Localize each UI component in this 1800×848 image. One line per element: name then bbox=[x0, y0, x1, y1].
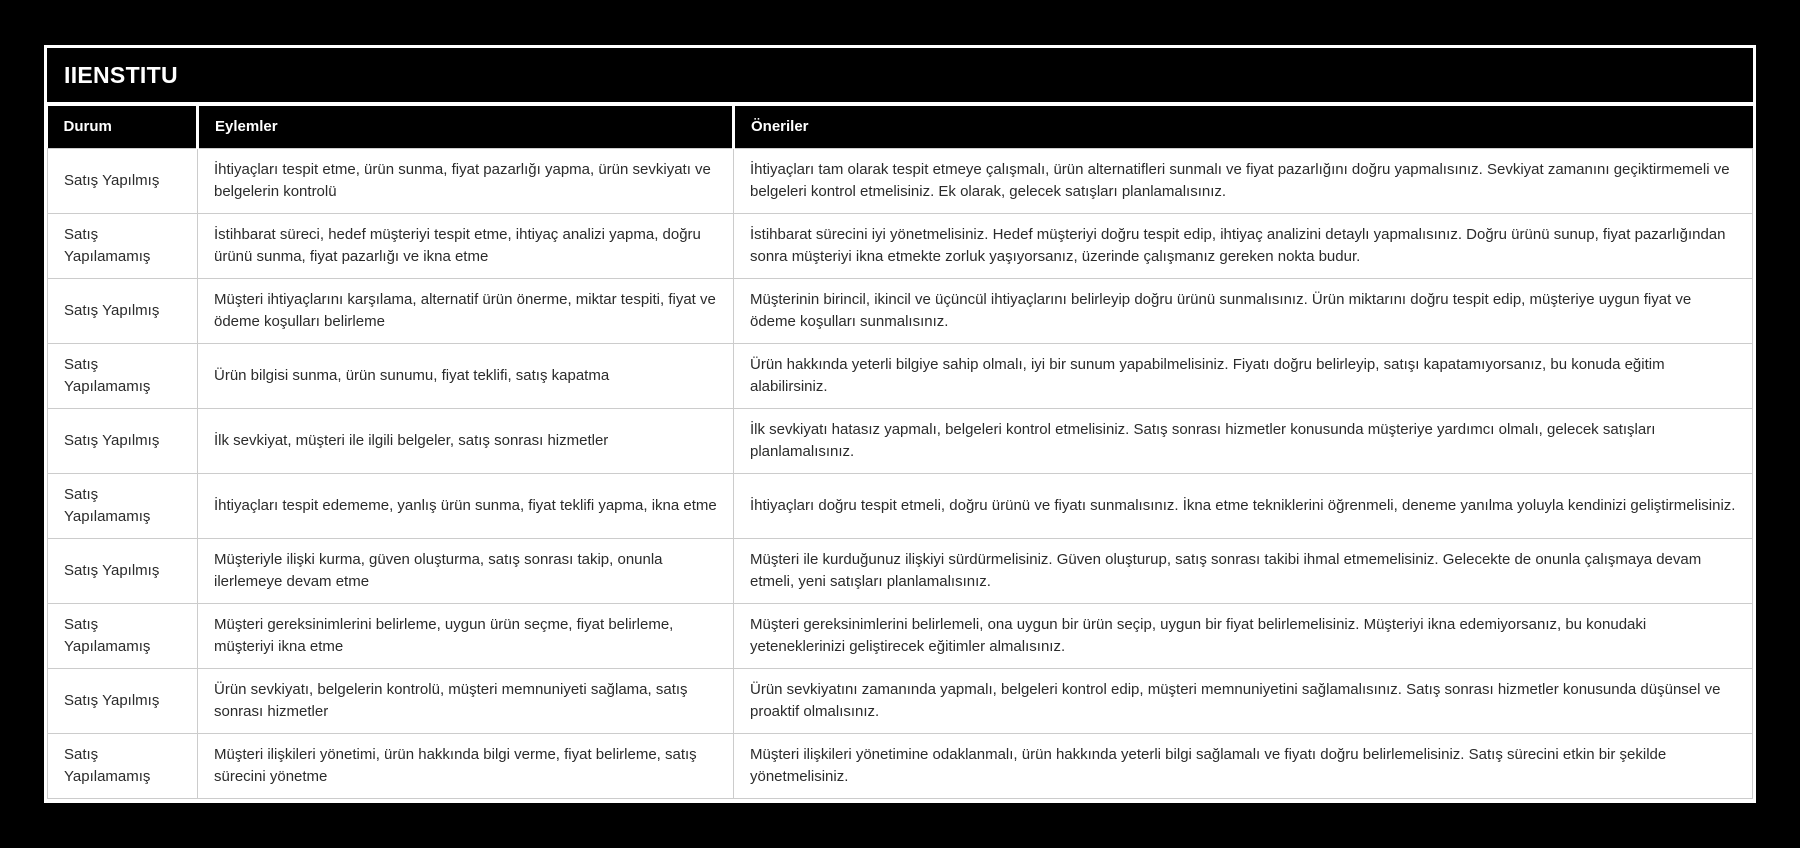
cell-durum: Satış Yapılmış bbox=[48, 278, 198, 343]
cell-durum: Satış Yapılamamış bbox=[48, 603, 198, 668]
cell-oneriler: Ürün hakkında yeterli bilgiye sahip olmalı, iyi bir sunum yapabilmelisiniz. Fiyatı doğru belirleyip, satışı kapatamıyorsanız, bu konuda eğitim alabilirsiniz. bbox=[734, 343, 1753, 408]
cell-durum: Satış Yapılamamış bbox=[48, 213, 198, 278]
cell-eylemler: Müşteri gereksinimlerini belirleme, uygun ürün seçme, fiyat belirleme, müşteriyi ikna etme bbox=[198, 603, 734, 668]
cell-oneriler: İhtiyaçları tam olarak tespit etmeye çalışmalı, ürün alternatifleri sunmalı ve fiyat pazarlığını doğru yapmalısınız. Sevkiyat zamanını geçiktirmemeli ve belgeleri kontrol etmelisiniz. Ek olarak, gelecek satışları planlamalısınız. bbox=[734, 148, 1753, 213]
column-header-durum: Durum bbox=[48, 106, 198, 148]
cell-oneriler: Müşteri gereksinimlerini belirlemeli, ona uygun bir ürün seçip, uygun bir fiyat belirlemelisiniz. Müşteriyi ikna edemiyorsanız, bu konudaki yeteneklerinizi geliştirecek eğitimler almalısınız. bbox=[734, 603, 1753, 668]
cell-oneriler: Ürün sevkiyatını zamanında yapmalı, belgeleri kontrol edip, müşteri memnuniyetini sağlamalısınız. Satış sonrası hizmetler konusunda düşünsel ve proaktif olmalısınız. bbox=[734, 668, 1753, 733]
cell-eylemler: Müşteri ilişkileri yönetimi, ürün hakkında bilgi verme, fiyat belirleme, satış sürecini yönetme bbox=[198, 733, 734, 798]
table-row bbox=[48, 603, 1753, 668]
table-row bbox=[48, 733, 1753, 798]
cell-durum: Satış Yapılmış bbox=[48, 408, 198, 473]
cell-eylemler: İhtiyaçları tespit etme, ürün sunma, fiyat pazarlığı yapma, ürün sevkiyatı ve belgelerin kontrolü bbox=[198, 148, 734, 213]
column-header-oneriler: Öneriler bbox=[734, 106, 1753, 148]
sales-results-table bbox=[47, 106, 1753, 799]
cell-oneriler: Müşterinin birincil, ikincil ve üçüncül ihtiyaçlarını belirleyip doğru ürünü sunmalısınız. Ürün miktarını doğru tespit edip, müşteriye uygun fiyat ve ödeme koşulları sunmalısınız. bbox=[734, 278, 1753, 343]
table-header-row bbox=[48, 106, 1753, 148]
cell-eylemler: Ürün bilgisi sunma, ürün sunumu, fiyat teklifi, satış kapatma bbox=[198, 343, 734, 408]
report-card bbox=[44, 45, 1756, 803]
table-row bbox=[48, 213, 1753, 278]
cell-durum: Satış Yapılmış bbox=[48, 148, 198, 213]
cell-eylemler: Müşteri ihtiyaçlarını karşılama, alternatif ürün önerme, miktar tespiti, fiyat ve ödeme koşulları belirleme bbox=[198, 278, 734, 343]
cell-eylemler: Ürün sevkiyatı, belgelerin kontrolü, müşteri memnuniyeti sağlama, satış sonrası hizmetler bbox=[198, 668, 734, 733]
page-title: IIENSTITU bbox=[47, 48, 1753, 102]
column-header-eylemler: Eylemler bbox=[198, 106, 734, 148]
cell-durum: Satış Yapılamamış bbox=[48, 343, 198, 408]
table-row bbox=[48, 278, 1753, 343]
cell-durum: Satış Yapılmış bbox=[48, 668, 198, 733]
table-row bbox=[48, 668, 1753, 733]
cell-oneriler: İlk sevkiyatı hatasız yapmalı, belgeleri kontrol etmelisiniz. Satış sonrası hizmetler konusunda müşteriye yardımcı olmalı, gelecek satışları planlamalısınız. bbox=[734, 408, 1753, 473]
cell-durum: Satış Yapılamamış bbox=[48, 733, 198, 798]
cell-eylemler: Müşteriyle ilişki kurma, güven oluşturma, satış sonrası takip, onunla ilerlemeye devam etme bbox=[198, 538, 734, 603]
table-row bbox=[48, 343, 1753, 408]
cell-durum: Satış Yapılamamış bbox=[48, 473, 198, 538]
table-body bbox=[48, 148, 1753, 798]
cell-durum: Satış Yapılmış bbox=[48, 538, 198, 603]
cell-oneriler: İstihbarat sürecini iyi yönetmelisiniz. Hedef müşteriyi doğru tespit edip, ihtiyaç analizini detaylı yapmalısınız. Doğru ürünü sunup, fiyat pazarlığından sonra müşteriyi ikna etmekte zorluk yaşıyorsanız, üzerinde çalışmanız gereken nokta budur. bbox=[734, 213, 1753, 278]
cell-oneriler: Müşteri ile kurduğunuz ilişkiyi sürdürmelisiniz. Güven oluşturup, satış sonrası takibi ihmal etmemelisiniz. Gelecekte de onunla çalışmaya devam etmeli, yeni satışları planlamalısınız. bbox=[734, 538, 1753, 603]
table-row bbox=[48, 473, 1753, 538]
cell-oneriler: Müşteri ilişkileri yönetimine odaklanmalı, ürün hakkında yeterli bilgi sağlamalı ve fiyatı doğru belirlemelisiniz. Satış sürecini etkin bir şekilde yönetmelisiniz. bbox=[734, 733, 1753, 798]
table-header bbox=[48, 106, 1753, 148]
cell-eylemler: İhtiyaçları tespit edememe, yanlış ürün sunma, fiyat teklifi yapma, ikna etme bbox=[198, 473, 734, 538]
cell-eylemler: İstihbarat süreci, hedef müşteriyi tespit etme, ihtiyaç analizi yapma, doğru ürünü sunma, fiyat pazarlığı ve ikna etme bbox=[198, 213, 734, 278]
table-row bbox=[48, 538, 1753, 603]
cell-oneriler: İhtiyaçları doğru tespit etmeli, doğru ürünü ve fiyatı sunmalısınız. İkna etme tekniklerini öğrenmeli, deneme yanılma yoluyla kendinizi geliştirmelisiniz. bbox=[734, 473, 1753, 538]
table-row bbox=[48, 148, 1753, 213]
cell-eylemler: İlk sevkiyat, müşteri ile ilgili belgeler, satış sonrası hizmetler bbox=[198, 408, 734, 473]
table-row bbox=[48, 408, 1753, 473]
